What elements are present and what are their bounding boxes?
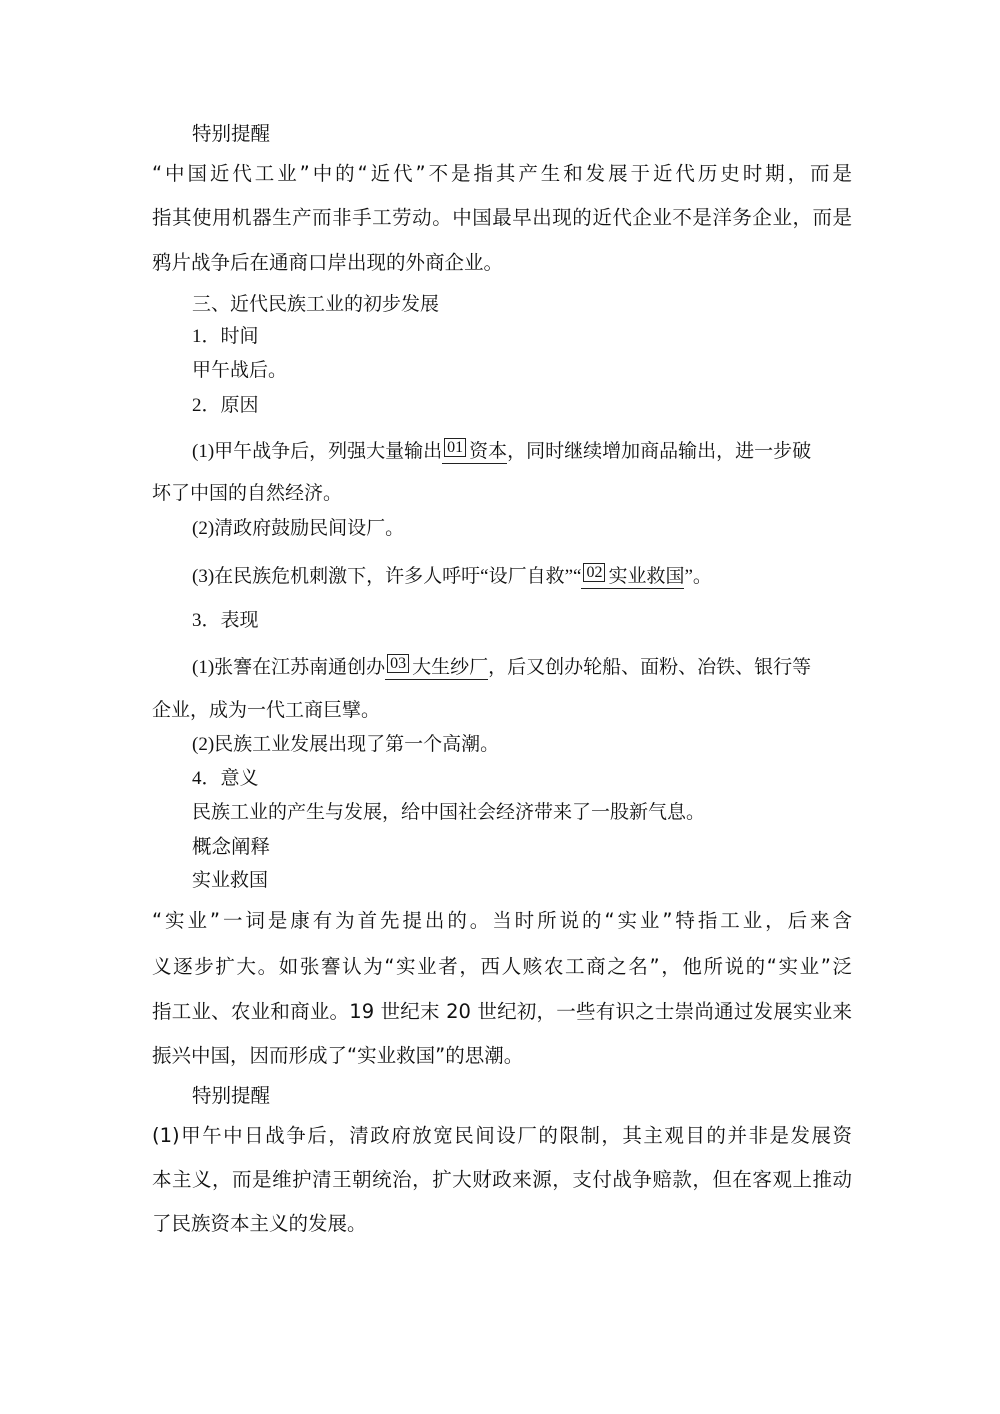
body-text: 民族工业的产生与发展，给中国社会经济带来了一股新气息。 (192, 802, 706, 823)
text-run: ，后又创办轮船、面粉、冶铁、银行等 (488, 657, 812, 678)
text-run: (3)在民族危机刺激下，许多人呼吁“设厂自救”“ (192, 566, 582, 587)
section-heading: 三、近代民族工业的初步发展 (192, 294, 440, 315)
tip-heading: 特别提醒 (192, 1084, 271, 1107)
blank-answer: 大生纱厂 (412, 657, 489, 678)
subsection-heading: 4．意义 (192, 768, 259, 789)
body-text: 坏了中国的自然经济。 (152, 483, 343, 504)
body-text: 甲午战后。 (192, 360, 288, 381)
concept-paragraph-line: 振兴中国，因而形成了“实业救国”的思潮。 (152, 1044, 524, 1067)
tip-paragraph-line: (1)甲午中日战争后，清政府放宽民间设厂的限制，其主观目的并非是发展资 (152, 1124, 852, 1147)
concept-paragraph-line: “实业”一词是康有为首先提出的。当时所说的“实业”特指工业，后来含 (152, 909, 852, 932)
blank-number: 02 (583, 563, 605, 582)
subsection-heading: 3．表现 (192, 610, 259, 631)
text-run: ”。 (684, 566, 712, 587)
manifestation-item-2: (2)民族工业发展出现了第一个高潮。 (192, 734, 500, 755)
text-run: (1)甲午战争后，列强大量输出 (192, 441, 443, 462)
body-text: 企业，成为一代工商巨擘。 (152, 700, 381, 721)
cause-item-1 (192, 439, 852, 465)
cause-item-2: (2)清政府鼓励民间设厂。 (192, 518, 405, 539)
tip-paragraph-line: 指其使用机器生产而非手工劳动。中国最早出现的近代企业不是洋务企业，而是 (152, 206, 852, 229)
blank-underline (385, 679, 488, 680)
blank-underline (581, 588, 684, 589)
tip-paragraph-line: 了民族资本主义的发展。 (152, 1212, 367, 1235)
blank-number: 03 (387, 654, 409, 673)
answer-blank (385, 655, 488, 681)
tip-paragraph-line: 鸦片战争后在通商口岸出现的外商企业。 (152, 251, 504, 274)
concept-paragraph-line: 指工业、农业和商业。19 世纪末 20 世纪初，一些有识之士崇尚通过发展实业来 (152, 1000, 852, 1023)
manifestation-item-1 (192, 655, 852, 681)
blank-number: 01 (444, 438, 466, 457)
tip-paragraph-line: “中国近代工业”中的“近代”不是指其产生和发展于近代历史时期，而是 (152, 162, 852, 185)
answer-blank (442, 439, 507, 465)
blank-answer: 实业救国 (608, 566, 685, 587)
concept-paragraph-line: 义逐步扩大。如张謇认为“实业者，西人赅农工商之名”，他所说的“实业”泛 (152, 955, 852, 978)
concept-term: 实业救国 (192, 870, 269, 891)
tip-paragraph-line: 本主义，而是维护清王朝统治，扩大财政来源，支付战争赔款，但在客观上推动 (152, 1168, 852, 1191)
concept-heading: 概念阐释 (192, 835, 271, 858)
text-run: ，同时继续增加商品输出，进一步破 (507, 441, 812, 462)
tip-heading: 特别提醒 (192, 122, 271, 145)
blank-answer: 资本 (469, 441, 508, 462)
text-run: (1)张謇在江苏南通创办 (192, 657, 386, 678)
subsection-heading: 1．时间 (192, 326, 259, 347)
answer-blank (581, 564, 684, 590)
blank-underline (442, 463, 507, 464)
cause-item-3 (192, 564, 892, 590)
subsection-heading: 2．原因 (192, 395, 259, 416)
